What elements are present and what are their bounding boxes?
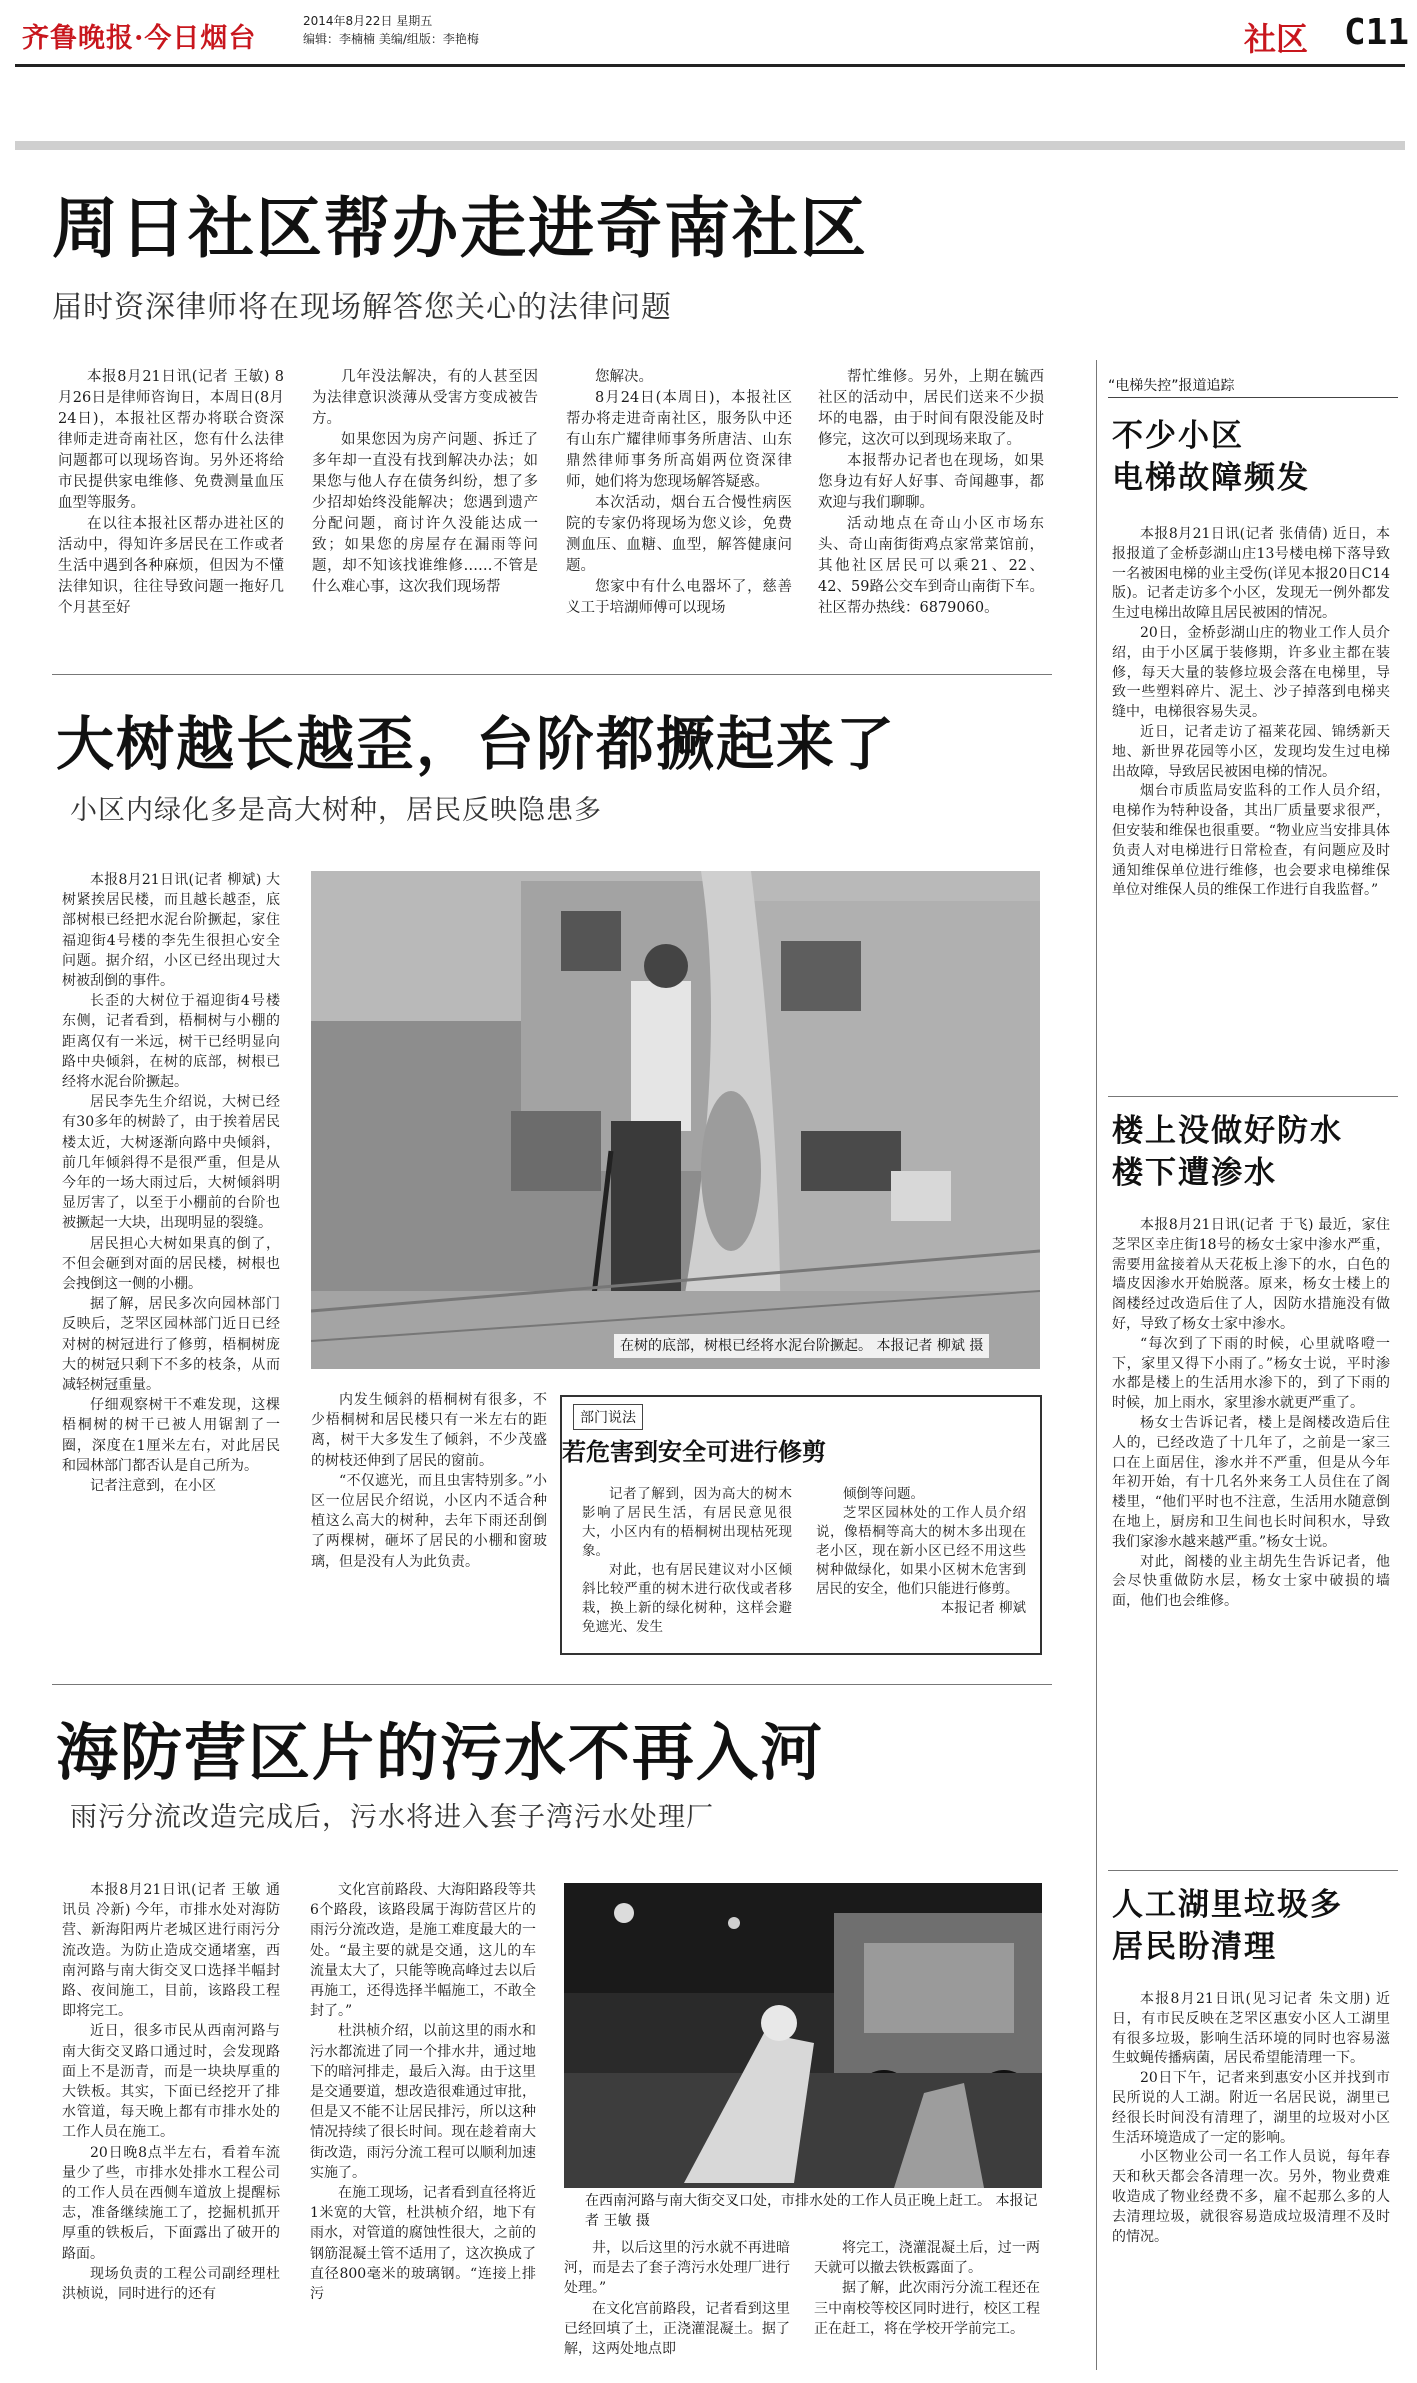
article-1-subhead: 届时资深律师将在现场解答您关心的法律问题 (52, 290, 672, 325)
article-1-col-4: 帮忙维修。另外，上期在毓西社区的活动中，居民们送来不少损坏的电器，由于时间有限没能及时修完，这次可以到现场来取了。 本报帮办记者也在现场，如果您身边有好人好事、奇闻趣事，都欢迎与我们聊聊。 活动地点在奇山小区市场东头、奇山南街街鸡点家常菜馆前，其他社区居民可以乘21、22、42、59路公交车到奇山南街下车。社区帮办热线：6879060。 (818, 369, 1044, 616)
editor-credits: 编辑：李楠楠 美编/组版：李艳梅 (303, 32, 479, 46)
issue-date: 2014年8月22日 星期五 (303, 14, 433, 28)
brief-divider-2 (1108, 1870, 1398, 1871)
brief-divider-1 (1108, 1096, 1398, 1097)
article-2-col-2: 内发生倾斜的梧桐树有很多，不少梧桐树和居民楼只有一米左右的距离，树干大多发生了倾斜，不少茂盛的树枝还伸到了居民的窗前。 “不仅遮光，而且虫害特别多。”小区一位居民介绍说，小区内不适合种植这么高大的树种，去年下雨还刮倒了两棵树，砸坏了居民的小棚和窗玻璃，但是没有人为此负责。 (311, 1392, 547, 1570)
dept-tag: 部门说法 (573, 1404, 643, 1430)
divider-1 (52, 674, 1052, 675)
article-2-col-1: 本报8月21日讯(记者 柳斌) 大树紧挨居民楼，而且越长越歪，底部树根已经把水泥台阶撅起，家住福迎街4号楼的李先生很担心安全问题。据介绍，小区已经出现过大树被刮倒的事件。 长歪的大树位于福迎街4号楼东侧，记者看到，梧桐树与小棚的距离仅有一米远，树干已经明显向路中央倾斜，在树的底部，树根已经将水泥台阶撅起。 居民李先生介绍说，大树已经有30多年的树龄了，由于挨着居民楼太近，大树逐渐向路中央倾斜，前几年倾斜得不是很严重，但是从今年的一场大雨过后，大树倾斜明显厉害了，以至于小棚前的台阶也被撅起一大块，出现明显的裂缝。 居民担心大树如果真的倒了，不但会砸到对面的居民楼，树根也会拽倒这一侧的小棚。 据了解，居民多次向园林部门反映后，芝罘区园林部门近日已经对树的树冠进行了修剪，梧桐树庞大的树冠只剩下不多的枝条，从而减轻树冠重量。 仔细观察树干不难发现，这棵梧桐树的树干已被人用锯割了一圈，深度在1厘米左右，对此居民和园林部门都否认是自己所为。 记者注意到，在小区 (62, 872, 280, 1495)
article-3-col-3: 井，以后这里的污水就不再进暗河，而是去了套子湾污水处理厂进行处理。” 在文化宫前路段，记者看到这里已经回填了土，正浇灌混凝土。据了解，这两处地点即 (564, 2240, 790, 2358)
newspaper-name: 齐鲁晚报·今日烟台 (22, 23, 257, 54)
article-1-col-2: 几年没法解决，有的人甚至因为法律意识淡薄从受害方变成被告方。 如果您因为房产问题、拆迁了多年却一直没有找到解决办法；如果您与他人存在债务纠纷，想了多少招却始终没能解决；您遇到遗产分配问题，商讨许久没能达成一致；如果您的房屋存在漏雨等问题，却不知该找谁维修……不管是什么难心事，这次我们现场帮 (312, 369, 538, 595)
section-name: 社区 (1244, 20, 1309, 58)
article-1-headline: 周日社区帮办走进奇南社区 (52, 190, 868, 267)
sidebar-tag: “电梯失控”报道追踪 (1108, 378, 1235, 394)
page-number: C11 (1344, 12, 1410, 53)
sewer-photo-image (564, 1883, 1042, 2188)
article-3-col-2: 文化宫前路段、大海阳路段等共6个路段，该路段属于海防营区片的雨污分流改造，是施工难度最大的一处。“最主要的就是交通，这儿的车流量太大了，只能等晚高峰过去以后再施工，还得选择半幅施工，不敢全封了。” 杜洪桢介绍，以前这里的雨水和污水都流进了同一个排水井，通过地下的暗河排走，最后入海。由于这里是交通要道，想改造很难通过审批，但是又不能不让居民排污，所以这种情况持续了很长时间。现在趁着南大街改造，雨污分流工程可以顺利加速实施了。 在施工现场，记者看到直径将近1米宽的大管，杜洪桢介绍，地下有雨水，对管道的腐蚀性很大，之前的钢筋混凝土管不适用了，这次换成了直径800毫米的玻璃钢。“连接上排污 (310, 1882, 536, 2303)
article-3-col-4: 将完工，浇灌混凝土后，过一两天就可以撤去铁板露面了。 据了解，此次雨污分流工程还在三中南校等校区同时进行，校区工程正在赶工，将在学校开学前完工。 (814, 2240, 1040, 2337)
dept-box-title: 若危害到安全可进行修剪 (562, 1438, 826, 1466)
article-2-subhead: 小区内绿化多是高大树种，居民反映隐患多 (70, 795, 602, 826)
sidebar-tag-rule (1108, 397, 1398, 398)
sewer-photo (564, 1883, 1042, 2188)
tree-photo-image (311, 871, 1040, 1369)
brief-1-title: 不少小区 电梯故障频发 (1112, 418, 1310, 496)
divider-2 (52, 1684, 1052, 1685)
tree-photo (311, 871, 1040, 1369)
brief-1-body: 本报8月21日讯(记者 张倩倩) 近日，本报报道了金桥彭湖山庄13号楼电梯下落导致一名被困电梯的业主受伤(详见本报20日C14版)。记者走访多个小区，发现无一例外都发生过电梯出故障且居民被困的情况。 20日，金桥彭湖山庄的物业工作人员介绍，由于小区属于装修期，许多业主都在装修，每天大量的装修垃圾会落在电梯里，导致一些塑料碎片、泥土、沙子掉落到电梯夹缝中，电梯很容易失灵。 近日，记者走访了福莱花园、锦绣新天地、新世界花园等小区，发现均发生过电梯出故障，导致居民被困电梯的情况。 烟台市质监局安监科的工作人员介绍，电梯作为特种设备，其出厂质量要求很严，但安装和维保也很重要。“物业应当安排具体负责人对电梯进行日常检查，有问题应及时通知维保单位进行维修，也会要求电梯维保单位对维保人员的维保工作进行自我监督。” (1112, 526, 1390, 899)
sewer-photo-caption: 在西南河路与南大街交叉口处，市排水处的工作人员正晚上赶工。 本报记者 王敏 摄 (585, 2193, 1038, 2229)
sidebar-divider (1096, 360, 1097, 2370)
article-1-col-1: 本报8月21日讯(记者 王敏) 8月26日是律师咨询日，本周日(8月24日)，本报社区帮办将联合资深律师走进奇南社区，您有什么法律问题都可以现场咨询。另外还将给市民提供家电维修、免费测量血压血型等服务。 在以往本报社区帮办进社区的活动中，得知许多居民在工作或者生活中遇到各种麻烦，但因为不懂法律知识，往往导致问题一拖好几个月甚至好 (58, 369, 284, 616)
brief-2-title: 楼上没做好防水 楼下遭渗水 (1112, 1113, 1343, 1191)
dept-box-byline: 本报记者 柳斌 (940, 1600, 1026, 1616)
masthead-rule (15, 64, 1405, 67)
tree-photo-caption: 在树的底部，树根已经将水泥台阶撅起。 本报记者 柳斌 摄 (614, 1334, 989, 1358)
dept-box-col-2: 倾倒等问题。 芝罘区园林处的工作人员介绍说，像梧桐等高大的树木多出现在老小区，现在新小区已经不用这些树种做绿化，如果小区树木危害到居民的安全，他们只能进行修剪。 本报记者 柳斌 (816, 1486, 1026, 1616)
article-1-col-3: 您解决。 8月24日(本周日)，本报社区帮办将走进奇南社区，服务队中还有山东广耀律师事务所唐洁、山东鼎然律师事务所高娟两位资深律师，她们将为您现场解答疑惑。 本次活动，烟台五合慢性病医院的专家仍将现场为您义诊，免费测血压、血糖、血型，解答健康问题。 您家中有什么电器坏了，慈善义工于培湖师傅可以现场 (566, 369, 792, 616)
brief-3-title: 人工湖里垃圾多 居民盼清理 (1112, 1887, 1343, 1965)
brief-3-body: 本报8月21日讯(见习记者 朱文朋) 近日，有市民反映在芝罘区惠安小区人工湖里有很多垃圾，影响生活环境的同时也容易滋生蚊蝇传播病菌，居民希望能清理一下。 20日下午，记者来到惠安小区并找到市民所说的人工湖。附近一名居民说，湖里已经很长时间没有清理了，湖里的垃圾对小区生活环境造成了一定的影响。 小区物业公司一名工作人员说，每年春天和秋天都会各清理一次。另外，物业费难收造成了物业经费不多，雇不起那么多的人去清理垃圾，就很容易造成垃圾清理不及时的情况。 (1112, 1991, 1390, 2245)
article-3-subhead: 雨污分流改造完成后，污水将进入套子湾污水处理厂 (70, 1802, 714, 1833)
brief-2-body: 本报8月21日讯(记者 于飞) 最近，家住芝罘区幸庄街18号的杨女士家中渗水严重，需要用盆接着从天花板上渗下的水，白色的墙皮因渗水开始脱落。原来，杨女士楼上的阁楼经过改造后住了人，因防水措施没有做好，导致了杨女士家中渗水。 “每次到了下雨的时候，心里就咯噔一下，家里又得下小雨了。”杨女士说，平时渗水都是楼上的生活用水渗下的，到了下雨的时候，加上雨水，家里渗水就更严重了。 杨女士告诉记者，楼上是阁楼改造后住人的，已经改造了十几年了，之前是一家三口在上面居住，渗水并不严重，但是从今年年初开始，有十几名外来务工人员住在了阁楼里，“他们平时也不注意，生活用水随意倒在地上，厨房和卫生间也长时间积水，导致我们家渗水越来越严重。”杨女士说。 对此，阁楼的业主胡先生告诉记者，他会尽快重做防水层，杨女士家中破损的墙面，他们也会维修。 (1112, 1217, 1390, 1610)
article-3-headline: 海防营区片的污水不再入河 (56, 1716, 825, 1789)
dept-box-col-1: 记者了解到，因为高大的树木影响了居民生活，有居民意见很大，小区内有的梧桐树出现枯死现象。 对此，也有居民建议对小区倾斜比较严重的树木进行砍伐或者移栽，换上新的绿化树种，这样会避免遮光、发生 (582, 1486, 792, 1635)
article-3-col-1: 本报8月21日讯(记者 王敏 通讯员 冷新) 今年，市排水处对海防营、新海阳两片老城区进行雨污分流改造。为防止造成交通堵塞，西南河路与南大街交叉口选择半幅封路、夜间施工，目前，该路段工程即将完工。 近日，很多市民从西南河路与南大街交叉路口通过时，会发现路面上不是沥青，而是一块块厚重的大铁板。其实，下面已经挖开了排水管道，每天晚上都有市排水处的工作人员在施工。 20日晚8点半左右，看着车流量少了些，市排水处排水工程公司的工作人员在西侧车道放上提醒标志，准备继续施工了，挖掘机抓开厚重的铁板后，下面露出了破开的路面。 现场负责的工程公司副经理杜洪桢说，同时进行的还有 (62, 1882, 280, 2303)
article-2-headline: 大树越长越歪，台阶都撅起来了 (56, 710, 897, 778)
issue-info (303, 12, 479, 48)
grey-band (15, 141, 1405, 150)
